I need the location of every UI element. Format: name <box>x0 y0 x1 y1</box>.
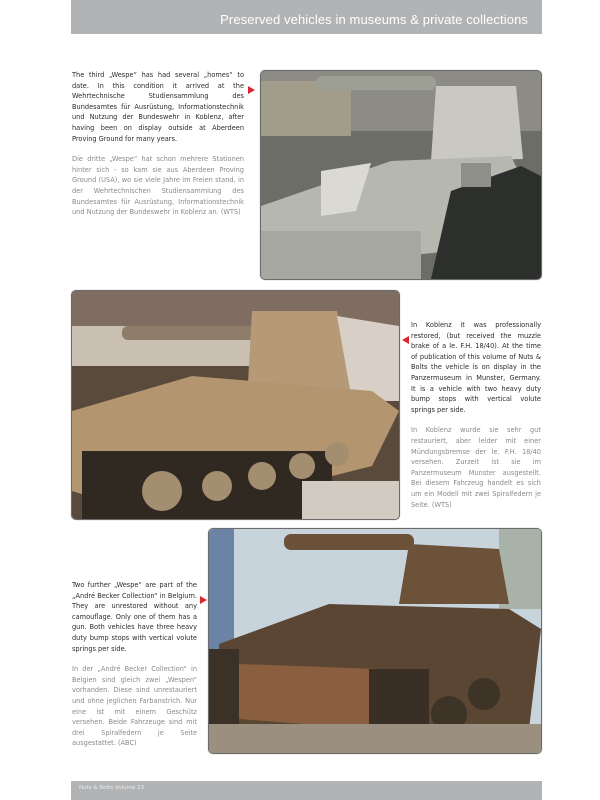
page-title: Preserved vehicles in museums & private collections <box>220 12 528 27</box>
pointer-arrow-icon <box>248 86 255 94</box>
footer-publication-label: Nuts & Bolts Volume 23 <box>79 785 145 791</box>
caption-block-1 <box>72 70 244 218</box>
photo-restored-wespe-image <box>72 291 399 519</box>
caption-block-2 <box>411 320 541 510</box>
photo-grey-wespe-image <box>261 71 541 279</box>
caption-german-1: Die dritte „Wespe“ hat schon mehrere Stationen hinter sich - so kam sie aus Aberdeen Proving Ground (USA), wo sie viele Jahre im Freien stand, in der Wehrtechnischen Studiensammlung des Bundesamtes für Ausrüstung, Informationstechnik und Nutzung der Bundeswehr in Koblenz an. (WTS) <box>72 155 244 217</box>
photo-restored-wespe <box>71 290 400 520</box>
caption-english-3: Two further „Wespe“ are part of the „André Becker Collection“ in Belgium. They are unrestored without any camouflage. Only one of them has a gun. Both vehicles have three heavy duty bump stops with vertical volute springs per side. <box>72 581 197 653</box>
caption-german-3: In der „André Becker Collection“ in Belgien sind gleich zwei „Wespen“ vorhanden. Diese sind unrestauriert und ohne jeglichen Farbanstrich. Nur eine ist mit einem Geschütz versehen. Beide Fahrzeuge sind mit drei Spiralfedern je Seite ausgestattet. (ABC) <box>72 665 197 748</box>
caption-german-2: In Koblenz wurde sie sehr gut restauriert, aber leider mit einer Mündungsbremse der le. F.H. 18/40 versehen. Zurzeit ist sie im Panzermuseum Munster ausgestellt. Bei diesem Fahrzeug handelt es sich um ein Modell mit zwei Spiralfedern je Seite. (WTS) <box>411 426 541 509</box>
caption-block-3 <box>72 580 197 749</box>
pointer-arrow-icon <box>402 336 409 344</box>
header-bar <box>71 0 542 34</box>
caption-english-1: The third „Wespe“ has had several „homes“ to date. In this condition it arrived at the Wehrtechnische Studiensammlung des Bundesamtes für Ausrüstung, Informationstechnik und Nutzung der Bundeswehr in Koblenz, after having been on display outside at Aberdeen Proving Ground for many years. <box>72 71 244 143</box>
pointer-arrow-icon <box>200 596 207 604</box>
photo-unrestored-wespe-image <box>209 529 541 753</box>
photo-grey-wespe <box>260 70 542 280</box>
caption-english-2: In Koblenz it was professionally restored, (but received the muzzle brake of a le. F.H. 18/40). At the time of publication of this volume of Nuts & Bolts the vehicle is on display in the Panzermuseum in Munster, Germany. It is a vehicle with two heavy duty bump stops with vertical volute springs per side. <box>411 321 541 414</box>
photo-unrestored-wespe <box>208 528 542 754</box>
footer-bar <box>71 781 542 800</box>
